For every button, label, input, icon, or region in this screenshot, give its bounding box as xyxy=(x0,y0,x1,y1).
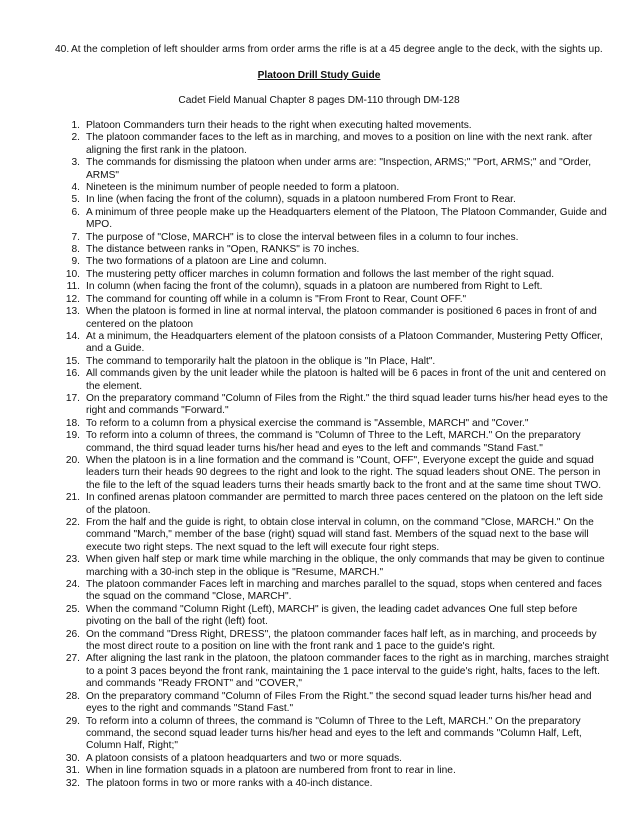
list-item-number: 24. xyxy=(65,579,80,591)
list-item-text: In column (when facing the front of the column), squads in a platoon are numbered from Right to Left. xyxy=(86,281,543,293)
list-item-text: To reform to a column from a physical exercise the command is "Assemble, MARCH" and "Cover." xyxy=(86,417,529,429)
list-item-text: A platoon consists of a platoon headquarters and two or more squads. xyxy=(86,752,403,764)
list-item-number: 4. xyxy=(71,182,80,194)
list-item-text: The platoon commander faces to the left as in marching, and moves to a position on line with the next rank. after aligning the first rank in the platoon. xyxy=(86,132,593,156)
list-item-number: 9. xyxy=(71,256,80,268)
list-item-number: 18. xyxy=(65,417,80,429)
list-item-number: 28. xyxy=(65,690,80,702)
list-item xyxy=(55,629,610,654)
list-item-number: 14. xyxy=(65,330,80,342)
list-item-number: 27. xyxy=(65,653,80,665)
list-item-number: 21. xyxy=(65,492,80,504)
list-item-number: 30. xyxy=(65,752,80,764)
list-item xyxy=(55,691,610,716)
list-item xyxy=(55,554,610,579)
list-item-text: At a minimum, the Headquarters element of the platoon consists of a Platoon Commander, Mustering Petty Officer, and a Guide. xyxy=(86,330,603,355)
list-item-number: 5. xyxy=(71,194,80,206)
list-item-number: 6. xyxy=(71,206,80,218)
list-item-text: Platoon Commanders turn their heads to the right when executing halted movements. xyxy=(86,120,472,131)
list-item xyxy=(55,256,610,268)
list-item xyxy=(55,232,610,244)
list-item-text: The platoon commander Faces left in marching and marches parallel to the squad, stops when centered and faces the squad on the command "Close, MARCH". xyxy=(86,579,602,603)
list-item-text: The command for counting off while in a column is "From Front to Rear, Count OFF." xyxy=(86,293,467,305)
list-item xyxy=(55,604,610,629)
list-item xyxy=(55,244,610,256)
list-item-number: 8. xyxy=(71,244,80,256)
list-item xyxy=(55,716,610,753)
page-title: Platoon Drill Study Guide xyxy=(257,70,381,81)
list-item xyxy=(55,393,610,418)
list-item-number: 32. xyxy=(65,777,80,789)
list-item-number: 15. xyxy=(65,355,80,367)
list-item xyxy=(55,653,610,690)
list-item-text: A minimum of three people make up the Headquarters element of the Platoon, The Platoon Commander, Guide and MPO. xyxy=(86,206,607,231)
list-item-number: 19. xyxy=(65,430,80,442)
list-item xyxy=(55,430,610,455)
list-item xyxy=(55,269,610,281)
list-item xyxy=(55,120,610,132)
list-item-text: After aligning the last rank in the platoon, the platoon commander faces to the right as in marching, marches straight to a point 3 paces beyond the front rank, maintaining the 1 pace interval to the guide's right, halts, faces to the left. and commands "Ready FRONT" and "COVER," xyxy=(86,653,609,690)
list-item-number: 11. xyxy=(66,281,80,293)
list-item-number: 7. xyxy=(71,231,80,243)
list-item-text: When given half step or mark time while marching in the oblique, the only commands that may be given to continue marching with a 30-inch step in the oblique is "Resume, MARCH." xyxy=(86,554,605,578)
list-item xyxy=(55,368,610,393)
list-item-number: 2. xyxy=(71,132,80,144)
list-item-text: The commands for dismissing the platoon when under arms are: "Inspection, ARMS;" "Port, ARMS;" and "Order, ARMS" xyxy=(86,157,592,181)
list-item-text: On the preparatory command "Column of Files From the Right." the second squad leader turns his/her head and eyes to the right and commands "Stand Fast." xyxy=(86,690,592,715)
list-item xyxy=(55,455,610,492)
list-item xyxy=(55,753,610,765)
list-item-number: 25. xyxy=(65,603,80,615)
list-item-number: 23. xyxy=(65,554,80,566)
list-item-text: When in line formation squads in a platoon are numbered from front to rear in line. xyxy=(86,765,456,777)
list-item-text: When the platoon is formed in line at normal interval, the platoon commander is positioned 6 paces in front of and centered on the platoon xyxy=(86,306,597,330)
list-item-text: The command to temporarily halt the platoon in the oblique is "In Place, Halt". xyxy=(86,355,436,367)
list-item-text: The mustering petty officer marches in column formation and follows the last member of the right squad. xyxy=(86,268,555,280)
list-item xyxy=(55,579,610,604)
list-item-text: When the platoon is in a line formation and the command is "Count, OFF", Everyone except the guide and squad leaders turn their heads 90 degrees to the right and look to the right. The squad leaders shout ONE. The person in the file to the left of the squad leaders turns their heads smartly back to the front and at the same time shout TWO. xyxy=(86,454,602,491)
list-item xyxy=(55,517,610,554)
list-item xyxy=(55,331,610,356)
list-item-number: 29. xyxy=(65,715,80,727)
list-item-text: In line (when facing the front of the column), squads in a platoon numbered From Front to Rear. xyxy=(86,194,516,206)
list-item-text: The two formations of a platoon are Line and column. xyxy=(86,256,327,268)
list-item xyxy=(55,294,610,306)
list-item-number: 10. xyxy=(65,268,80,280)
list-item-number: 12. xyxy=(65,293,80,305)
numbered-list xyxy=(55,120,610,790)
list-item-text: When the command "Column Right (Left), MARCH" is given, the leading cadet advances One full step before pivoting on the ball of the right (left) foot. xyxy=(86,603,578,628)
intro-item-text: At the completion of left shoulder arms from order arms the rifle is at a 45 degree angle to the deck, with the sights up. xyxy=(71,44,603,55)
list-item xyxy=(55,132,610,157)
list-item-number: 22. xyxy=(65,517,80,528)
list-item-text: On the command "Dress Right, DRESS", the platoon commander faces half left, as in marching, and proceeds by the most direct route to a position on line with the front rank and 1 pace to the guide's right. xyxy=(86,628,597,653)
list-item xyxy=(55,182,610,194)
list-item-text: The platoon forms in two or more ranks with a 40-inch distance. xyxy=(86,777,373,789)
list-item-text: The purpose of "Close, MARCH" is to close the interval between files in a column to four inches. xyxy=(86,231,519,243)
list-item xyxy=(55,194,610,206)
list-item-number: 20. xyxy=(65,454,80,466)
list-item-number: 17. xyxy=(65,392,80,404)
list-item-text: On the preparatory command "Column of Files from the Right." the third squad leader turns his/her head eyes to the right and commands "Forward." xyxy=(86,392,608,417)
list-item xyxy=(55,356,610,368)
list-item-text: All commands given by the unit leader while the platoon is halted will be 6 paces in front of the unit and centered on the element. xyxy=(86,368,606,392)
list-item-number: 31. xyxy=(65,765,80,777)
list-item-number: 3. xyxy=(71,157,80,169)
page-subtitle: Cadet Field Manual Chapter 8 pages DM-110 through DM-128 xyxy=(178,95,460,106)
list-item xyxy=(55,306,610,331)
list-item-text: To reform into a column of threes, the command is "Column of Three to the Left, MARCH." On the preparatory command, the third squad leader turns his/her head and eyes to the left and commands "Stand Fast." xyxy=(86,430,581,454)
list-item xyxy=(55,765,610,777)
list-item xyxy=(55,281,610,293)
list-item-text: In confined arenas platoon commander are permitted to march three paces centered on the platoon on the left side of the platoon. xyxy=(86,492,604,516)
list-item-number: 13. xyxy=(65,306,80,318)
list-item-text: Nineteen is the minimum number of people needed to form a platoon. xyxy=(86,182,400,194)
list-item-text: The distance between ranks in "Open, RANKS" is 70 inches. xyxy=(86,244,360,256)
list-item xyxy=(55,157,610,182)
list-item-number: 16. xyxy=(65,368,80,380)
list-item xyxy=(55,418,610,430)
list-item xyxy=(55,207,610,232)
list-item xyxy=(55,778,610,790)
list-item-number: 1. xyxy=(71,120,80,131)
list-item-text: To reform into a column of threes, the command is "Column of Three to the Left, MARCH." On the preparatory command, the second squad leader turns his/her head and eyes to the left and commands "Column Half, Left, Column Half, Right;" xyxy=(86,715,582,752)
list-item-number: 26. xyxy=(65,628,80,640)
list-item xyxy=(55,492,610,517)
intro-item-40 xyxy=(55,44,605,56)
list-item-text: From the half and the guide is right, to obtain close interval in column, on the command "Close, MARCH." On the command "March," member of the base (right) squad will stand fast. Members of the squad next to the base will execute two right steps. The next squad to the left will execute four right steps. xyxy=(86,517,594,553)
intro-item-number: 40. xyxy=(55,44,70,55)
